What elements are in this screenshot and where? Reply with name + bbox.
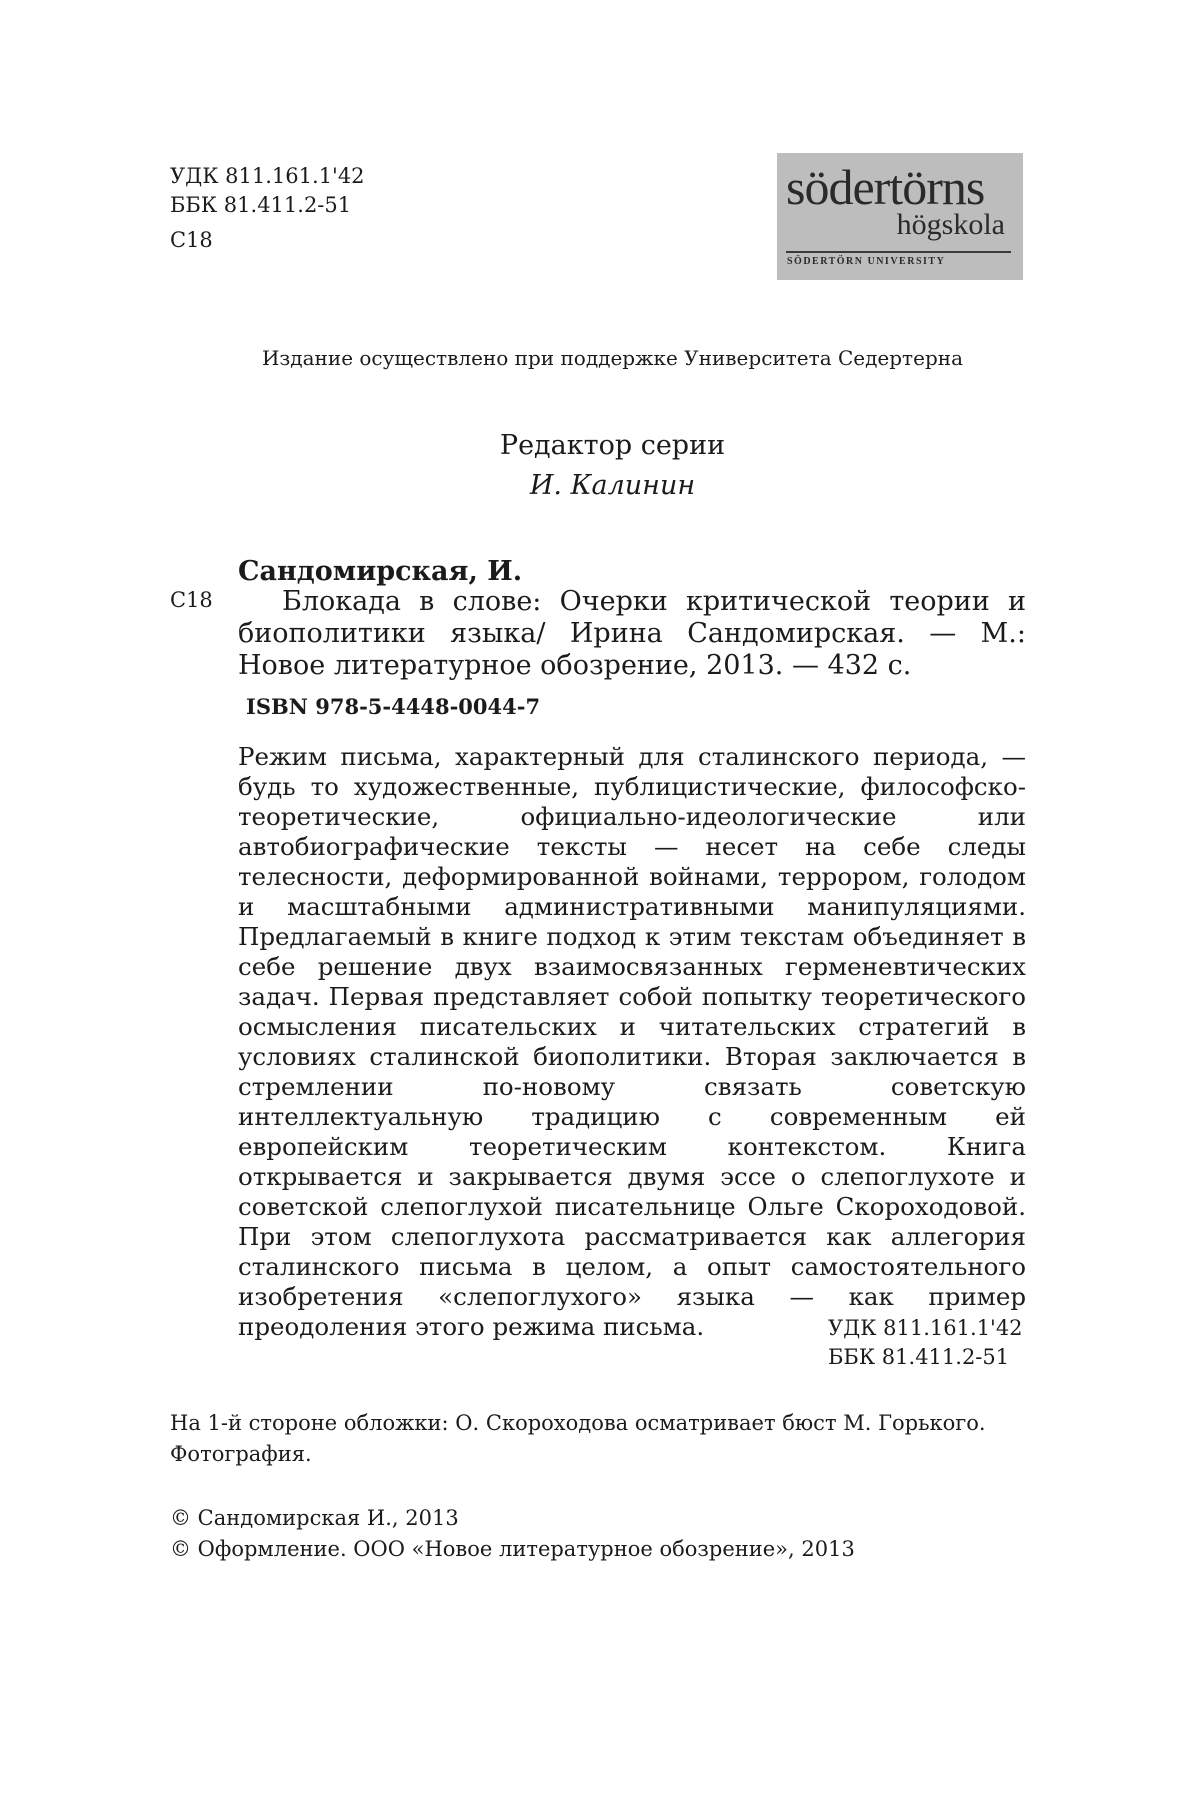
entry-author-mark: С18 bbox=[170, 588, 213, 612]
logo-line-1: södertörns bbox=[786, 159, 985, 215]
udk-code: УДК 811.161.1'42 bbox=[170, 164, 365, 188]
author-mark: С18 bbox=[170, 228, 213, 252]
series-label: Редактор серии bbox=[499, 430, 726, 461]
classification-codes-bottom bbox=[828, 1314, 1023, 1372]
bbk-code: ББК 81.411.2-51 bbox=[170, 193, 352, 217]
copyright-block bbox=[170, 1503, 855, 1565]
series-editor: И. Калинин bbox=[529, 470, 696, 501]
cover-note: На 1-й стороне обложки: О. Скороходова осматривает бюст М. Горького. Фотография. bbox=[170, 1411, 986, 1466]
classification-codes-top bbox=[170, 162, 365, 255]
udk-code-bottom: УДК 811.161.1'42 bbox=[828, 1316, 1023, 1340]
bbk-code-bottom: ББК 81.411.2-51 bbox=[828, 1345, 1010, 1369]
copyright-author: © Сандомирская И., 2013 bbox=[170, 1506, 459, 1530]
annotation: Режим письма, характерный для сталинского периода, — будь то художественные, публицистические, философско-теоретические, официально-идеологические или автобиографические тексты — несет на себе следы телесности, деформированной войнами, террором, голодом и масштабными административными манипуляциями. Предлагаемый в книге подход к этим текстам объединяет в себе решение двух взаимосвязанных герменевтических задач. Первая представляет собой попытку теоретического осмысления писательских и читательских стратегий в условиях сталинской биополитики. Вторая заключается в стремлении по-новому связать советскую интеллектуальную традицию с современным ей европейским теоретическим контекстом. Книга открывается и закрывается двумя эссе о слепоглухоте и советской слепоглухой писательнице Ольге Скороходовой. При этом слепоглухота рассматривается как аллегория сталинского письма в целом, а опыт самостоятельного изобретения «слепоглухого» языка — как пример преодоления этого режима письма. bbox=[238, 742, 1026, 1341]
isbn: ISBN 978-5-4448-0044-7 bbox=[246, 694, 541, 719]
support-note: Издание осуществлено при поддержке Университета Седертерна bbox=[261, 346, 964, 370]
logo-rule bbox=[786, 251, 1011, 253]
logo-line-2: högskola bbox=[896, 208, 1005, 241]
author-heading: Сандомирская, И. bbox=[238, 556, 523, 587]
logo-line-3: SÖDERTÖRN UNIVERSITY bbox=[787, 256, 946, 267]
bibliographic-description: Блокада в слове: Очерки критической теории и биополитики языка/ Ирина Сандомирская. — М.: Новое литературное обозрение, 2013. — 432 с. bbox=[238, 586, 1026, 681]
copyright-design: © Оформление. ООО «Новое литературное обозрение», 2013 bbox=[170, 1537, 855, 1561]
sodertorns-logo bbox=[777, 153, 1023, 280]
